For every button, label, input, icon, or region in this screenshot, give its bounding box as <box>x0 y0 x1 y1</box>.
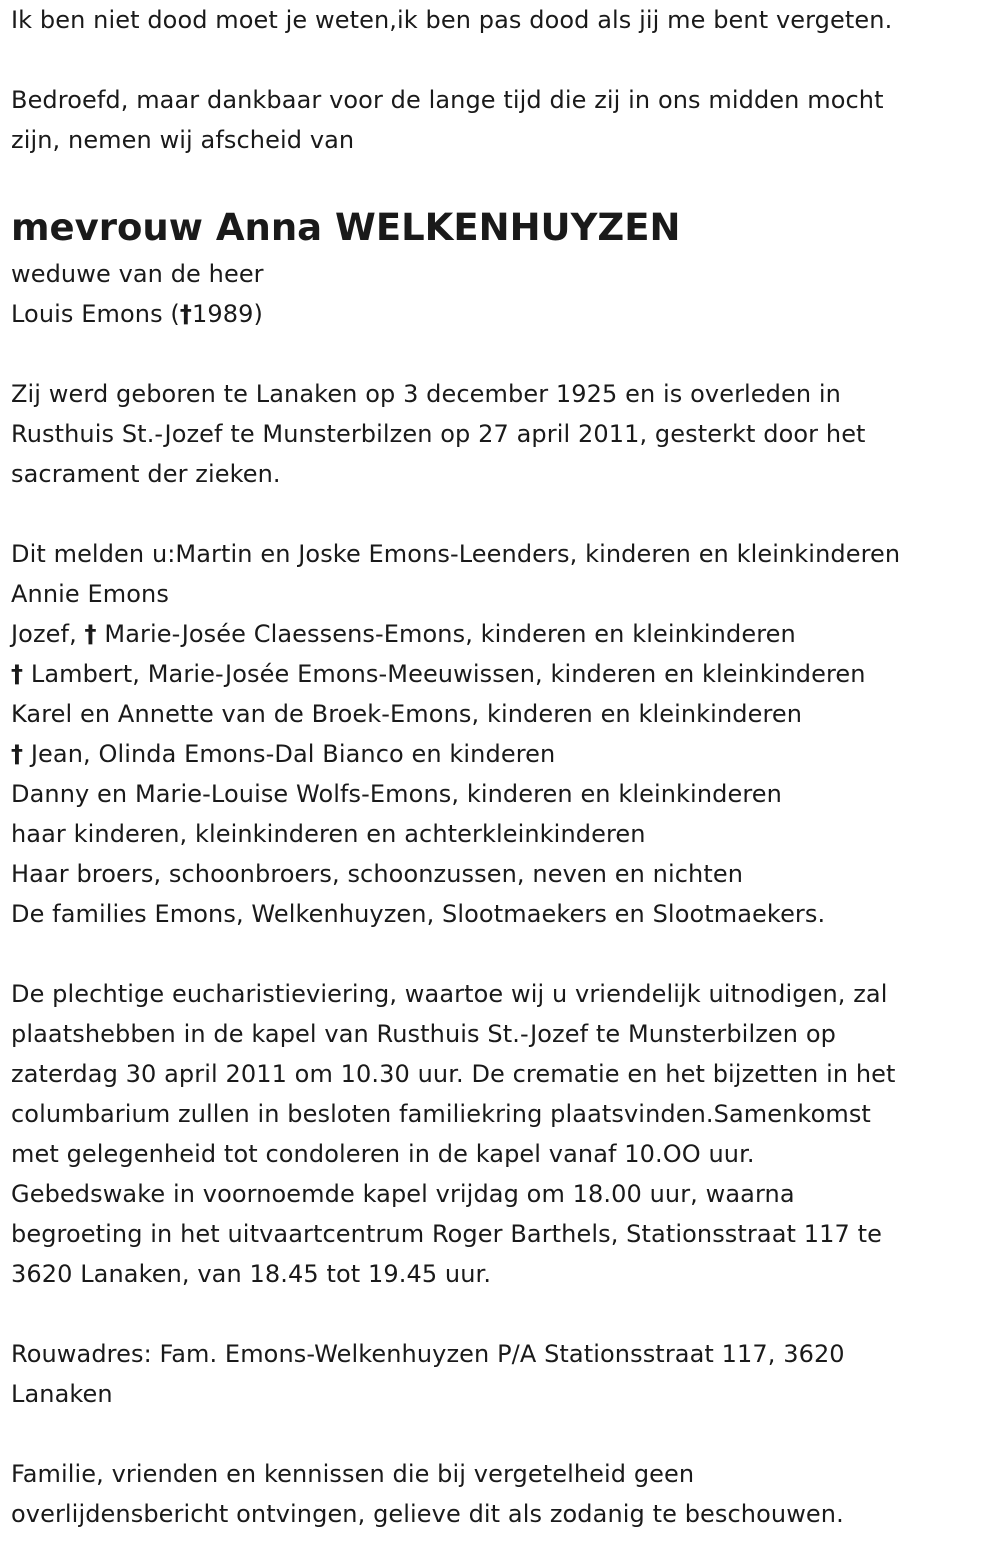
closing-line: overlijdensbericht ontvingen, gelieve dit als zodanig te beschouwen. <box>11 1500 844 1528</box>
closing-line: Familie, vrienden en kennissen die bij vergetelheid geen <box>11 1460 695 1488</box>
ceremony-line: Gebedswake in voornoemde kapel vrijdag om 18.00 uur, waarna <box>11 1180 795 1208</box>
cross-icon: † <box>179 300 192 328</box>
spacer <box>11 494 991 534</box>
spacer <box>11 334 991 374</box>
ceremony-line: zaterdag 30 april 2011 om 10.30 uur. De crematie en het bijzetten in het <box>11 1060 896 1088</box>
cross-icon: † <box>11 740 24 768</box>
family-line: Haar broers, schoonbroers, schoonzussen, neven en nichten <box>11 860 744 888</box>
spacer <box>11 1414 991 1454</box>
ceremony-line: columbarium zullen in besloten familiekring plaatsvinden.Samenkomst <box>11 1100 871 1128</box>
intro-line: Bedroefd, maar dankbaar voor de lange tijd die zij in ons midden mocht <box>11 86 884 114</box>
family-line: Annie Emons <box>11 580 169 608</box>
family-name: Jean, Olinda Emons-Dal Bianco en kinderen <box>30 740 556 768</box>
deceased-name: mevrouw Anna WELKENHUYZEN <box>11 206 681 249</box>
family-line <box>11 614 991 654</box>
intro-line: zijn, nemen wij afscheid van <box>11 126 355 154</box>
ceremony-line: De plechtige eucharistieviering, waartoe wij u vriendelijk uitnodigen, zal <box>11 980 888 1008</box>
spacer <box>11 160 991 200</box>
spacer <box>11 1294 991 1334</box>
deceased-relation: weduwe van de heer <box>11 260 264 288</box>
cross-icon: † <box>11 660 24 688</box>
birth-death-line: Rusthuis St.-Jozef te Munsterbilzen op 27 april 2011, gesterkt door het <box>11 420 866 448</box>
obituary-notice <box>11 0 991 1534</box>
family-line: haar kinderen, kleinkinderen en achterkleinkinderen <box>11 820 646 848</box>
family-line: Karel en Annette van de Broek-Emons, kinderen en kleinkinderen <box>11 700 803 728</box>
spacer <box>11 934 991 974</box>
address-line: Lanaken <box>11 1380 113 1408</box>
family-line <box>11 654 991 694</box>
spouse-name: Louis Emons ( <box>11 300 180 328</box>
family-line: Danny en Marie-Louise Wolfs-Emons, kinderen en kleinkinderen <box>11 780 782 808</box>
cross-icon: † <box>84 620 97 648</box>
birth-death-line: Zij werd geboren te Lanaken op 3 december 1925 en is overleden in <box>11 380 841 408</box>
family-line: Dit melden u:Martin en Joske Emons-Leenders, kinderen en kleinkinderen <box>11 540 901 568</box>
ceremony-line: plaatshebben in de kapel van Rusthuis St.-Jozef te Munsterbilzen op <box>11 1020 836 1048</box>
ceremony-line: begroeting in het uitvaartcentrum Roger Barthels, Stationsstraat 117 te <box>11 1220 882 1248</box>
address-line: Rouwadres: Fam. Emons-Welkenhuyzen P/A Stationsstraat 117, 3620 <box>11 1340 845 1368</box>
family-name: Lambert, Marie-Josée Emons-Meeuwissen, kinderen en kleinkinderen <box>30 660 866 688</box>
family-line: De families Emons, Welkenhuyzen, Slootmaekers en Slootmaekers. <box>11 900 826 928</box>
ceremony-line: met gelegenheid tot condoleren in de kapel vanaf 10.OO uur. <box>11 1140 755 1168</box>
spacer <box>11 40 991 80</box>
family-name: Marie-Josée Claessens-Emons, kinderen en kleinkinderen <box>104 620 796 648</box>
spouse-death-year: 1989) <box>192 300 263 328</box>
ceremony-line: 3620 Lanaken, van 18.45 tot 19.45 uur. <box>11 1260 492 1288</box>
family-line <box>11 734 991 774</box>
memorial-quote: Ik ben niet dood moet je weten,ik ben pas dood als jij me bent vergeten. <box>11 6 893 34</box>
family-name: Jozef, <box>11 620 85 648</box>
deceased-spouse <box>11 294 991 334</box>
birth-death-line: sacrament der zieken. <box>11 460 281 488</box>
